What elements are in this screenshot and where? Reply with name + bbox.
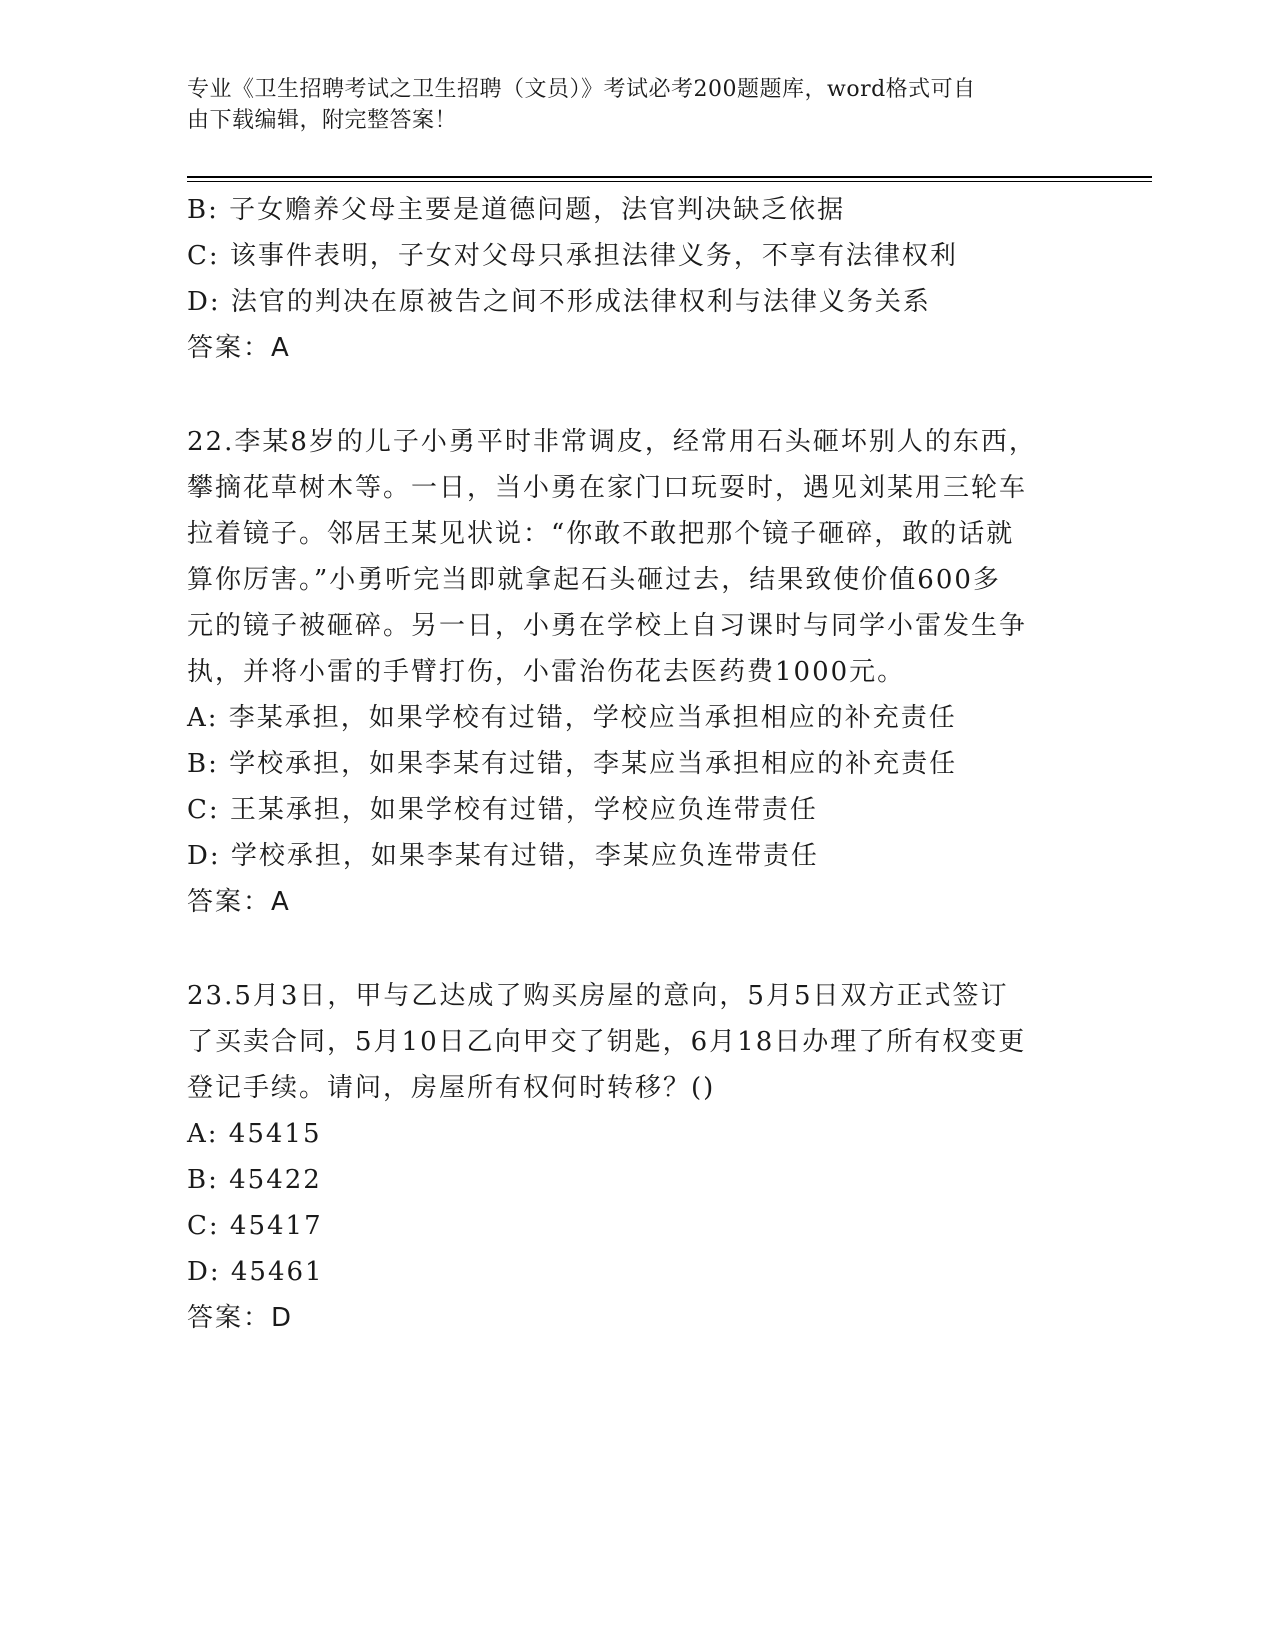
question-21-block [187,187,1087,371]
header-divider-thin [187,181,1152,182]
q22-stem-line: 22.李某8岁的儿子小勇平时非常调皮，经常用石头砸坏别人的东西， [187,427,1037,457]
q22-option-c: C: 王某承担，如果学校有过错，学校应负连带责任 [187,795,818,825]
q22-stem-line: 攀摘花草树木等。一日，当小勇在家门口玩耍时，遇见刘某用三轮车 [187,473,1028,503]
q21-option-b: B: 子女赡养父母主要是道德问题，法官判决缺乏依据 [187,195,846,225]
q21-option-d: D: 法官的判决在原被告之间不形成法律权利与法律义务关系 [187,287,931,317]
document-body [187,187,1087,1341]
header-line-1: 专业《卫生招聘考试之卫生招聘（文员）》考试必考200题题库，word格式可自 [187,77,976,102]
spacer [187,371,1087,419]
q23-option-a: A: 45415 [187,1119,322,1149]
q22-stem-line: 元的镜子被砸碎。另一日，小勇在学校上自习课时与同学小雷发生争 [187,611,1028,641]
question-22-block [187,419,1087,925]
q23-stem-line: 23.5月3日，甲与乙达成了购买房屋的意向，5月5日双方正式签订 [187,981,1009,1011]
q23-option-c: C: 45417 [187,1211,323,1241]
q22-answer: 答案：A [187,887,291,917]
q21-answer: 答案：A [187,333,291,363]
q22-option-b: B: 学校承担，如果李某有过错，李某应当承担相应的补充责任 [187,749,958,779]
q23-stem [187,973,1087,1111]
document-header [187,74,1067,136]
q23-answer: 答案：D [187,1303,294,1333]
q23-option-b: B: 45422 [187,1165,322,1195]
q21-option-c: C: 该事件表明，子女对父母只承担法律义务，不享有法律权利 [187,241,958,271]
q23-stem-line: 了买卖合同，5月10日乙向甲交了钥匙，6月18日办理了所有权变更 [187,1027,1027,1057]
header-divider [187,176,1152,178]
q22-stem [187,419,1087,695]
q22-stem-line: 拉着镜子。邻居王某见状说：“你敢不敢把那个镜子砸碎，敢的话就 [187,519,1015,549]
q23-stem-line: 登记手续。请问，房屋所有权何时转移？() [187,1073,716,1103]
question-23-block [187,973,1087,1341]
header-line-2: 由下载编辑，附完整答案！ [187,108,458,133]
q22-option-d: D: 学校承担，如果李某有过错，李某应负连带责任 [187,841,819,871]
q22-option-a: A: 李某承担，如果学校有过错，学校应当承担相应的补充责任 [187,703,957,733]
q23-option-d: D: 45461 [187,1257,324,1287]
spacer [187,925,1087,973]
q22-stem-line: 算你厉害。”小勇听完当即就拿起石头砸过去，结果致使价值600多 [187,565,1001,595]
q22-stem-line: 执，并将小雷的手臂打伤，小雷治伤花去医药费1000元。 [187,657,906,687]
